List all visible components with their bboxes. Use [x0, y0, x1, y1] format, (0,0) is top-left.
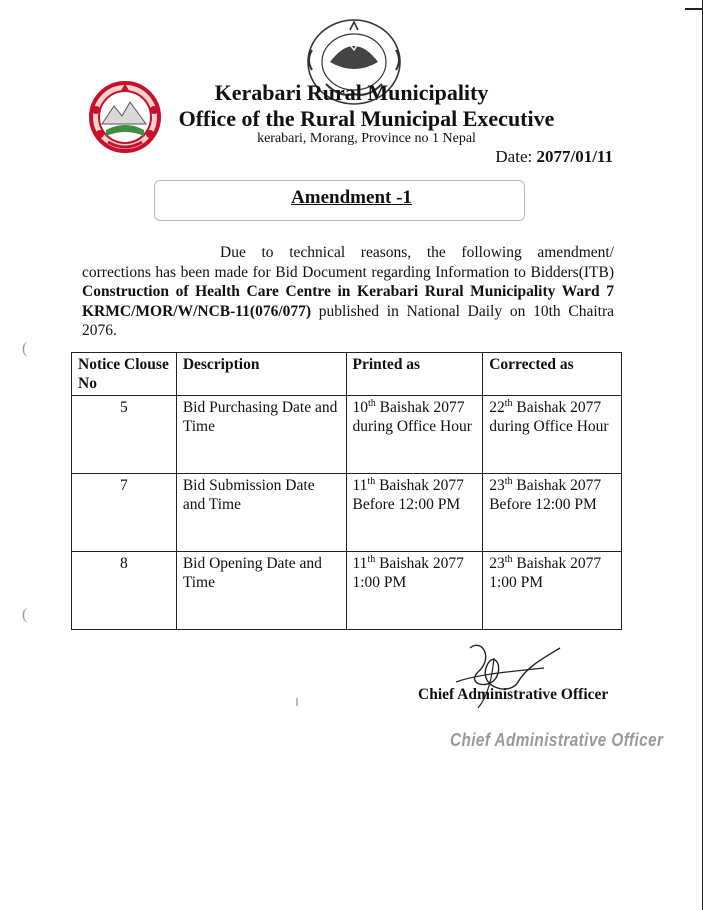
body-text-part2: published in National Daily on 10th Chaitra 2076.: [82, 302, 614, 340]
office-name: Office of the Rural Municipal Executive: [178, 106, 555, 131]
corrected-as-cell: 22th Baishak 2077 during Office Hour: [483, 396, 622, 474]
table-row: [72, 474, 622, 552]
printed-as-cell: 11th Baishak 2077 1:00 PM: [346, 552, 483, 630]
amendment-table: [71, 352, 622, 630]
signature-icon: [448, 638, 568, 718]
table-row: [72, 552, 622, 630]
column-header-printed: Printed as: [346, 353, 483, 396]
scan-mark: (: [22, 340, 28, 357]
organization-name: Kerabari Rural Municipality: [214, 80, 489, 105]
column-header-description: Description: [176, 353, 346, 396]
project-name: Construction of Health Care Centre in Kerabari Rural Municipality Ward 7 KRMC/MOR/W/NCB-11(076/077): [82, 283, 614, 320]
scan-mark: (: [22, 606, 28, 623]
date-label: Date:: [495, 147, 537, 166]
notice-number: 8: [72, 552, 177, 630]
corrected-as-cell: 23th Baishak 2077 Before 12:00 PM: [483, 474, 622, 552]
notice-number: 5: [72, 396, 177, 474]
notice-body: [82, 243, 614, 341]
document-title: Amendment -1: [291, 187, 412, 208]
row-description: Bid Opening Date and Time: [176, 552, 346, 630]
notice-number: 7: [72, 474, 177, 552]
table-header-row: [72, 353, 622, 396]
scan-speck: [296, 698, 298, 706]
column-header-corrected: Corrected as: [483, 353, 622, 396]
letterhead: [0, 0, 703, 175]
letter-date: [495, 147, 613, 167]
row-description: Bid Submission Date and Time: [176, 474, 346, 552]
row-description: Bid Purchasing Date and Time: [176, 396, 346, 474]
official-stamp-text: Chief Administrative Officer: [450, 730, 664, 750]
office-address: kerabari, Morang, Province no 1 Nepal: [257, 131, 476, 146]
date-value: 2077/01/11: [536, 147, 613, 166]
column-header-notice: Notice Clouse No: [72, 353, 177, 396]
corrected-as-cell: 23th Baishak 2077 1:00 PM: [483, 552, 622, 630]
table-row: [72, 396, 622, 474]
signatory-title: Chief Administrative Officer: [418, 686, 609, 703]
printed-as-cell: 10th Baishak 2077 during Office Hour: [346, 396, 483, 474]
body-text-part1: Due to technical reasons, the following amendment/ corrections has been made for Bid Document regarding Information to Bidders(ITB): [82, 244, 614, 281]
printed-as-cell: 11th Baishak 2077 Before 12:00 PM: [346, 474, 483, 552]
